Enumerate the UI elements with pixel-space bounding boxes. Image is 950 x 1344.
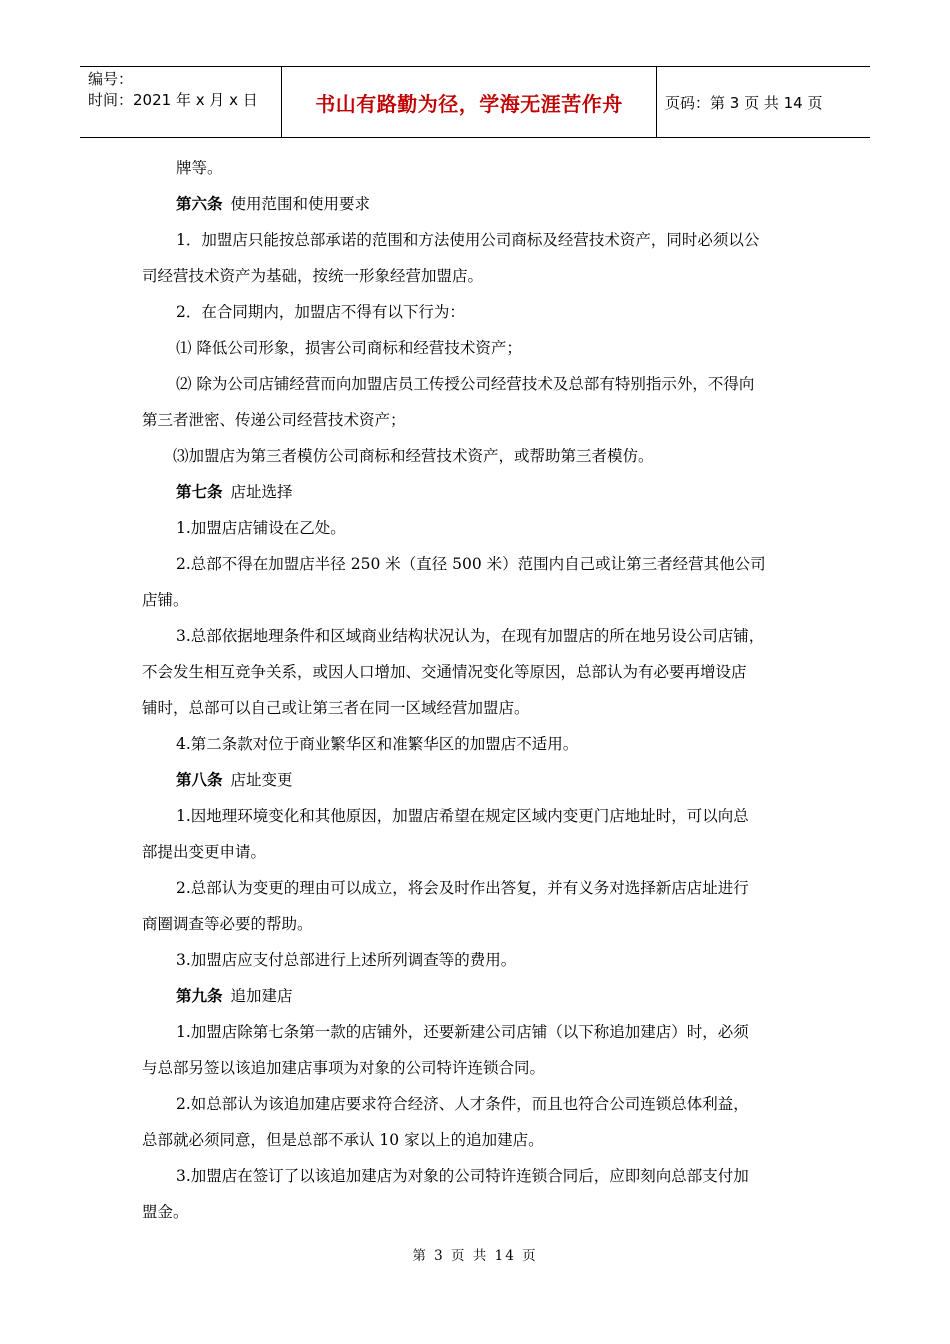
document-date-label: 时间：2021 年 x 月 x 日 — [88, 91, 258, 109]
paragraph: 3.加盟店应支付总部进行上述所列调查等的费用。 — [176, 951, 517, 969]
article-number: 第七条 — [176, 483, 223, 501]
list-item: 第三者泄密、传递公司经营技术资产； — [142, 411, 406, 429]
article-heading-6 — [142, 186, 812, 222]
paragraph: 不会发生相互竞争关系，或因人口增加、交通情况变化等原因，总部认为有必要再增设店 — [142, 663, 747, 681]
list-item: ⑴ 降低公司形象，损害公司商标和经营技术资产； — [176, 339, 522, 357]
paragraph: 部提出变更申请。 — [142, 843, 267, 861]
article-title: 使用范围和使用要求 — [230, 195, 371, 213]
paragraph: 店铺。 — [142, 591, 189, 609]
article-number: 第六条 — [176, 195, 223, 213]
paragraph: 3.总部依据地理条件和区域商业结构状况认为，在现有加盟店的所在地另设公司店铺， — [176, 627, 765, 645]
article-title: 店址选择 — [230, 483, 293, 501]
header-motto: 书山有路勤为径，学海无涯苦作舟 — [282, 67, 657, 137]
paragraph: 牌等。 — [176, 159, 223, 177]
paragraph: 总部就必须同意，但是总部不承认 10 家以上的追加建店。 — [142, 1131, 544, 1149]
paragraph: 1.加盟店店铺设在乙处。 — [176, 519, 346, 537]
header-meta — [80, 67, 282, 137]
paragraph: 盟金。 — [142, 1203, 189, 1221]
paragraph: 4.第二条款对位于商业繁华区和准繁华区的加盟店不适用。 — [176, 735, 579, 753]
paragraph: 1．加盟店只能按总部承诺的范围和方法使用公司商标及经营技术资产，同时必须以公 — [176, 231, 760, 249]
paragraph: 3.加盟店在签订了以该追加建店为对象的公司特许连锁合同后，应即刻向总部支付加 — [176, 1167, 749, 1185]
page-footer: 第 3 页 共 14 页 — [412, 1248, 538, 1264]
article-number: 第九条 — [176, 987, 223, 1005]
paragraph: 商圈调查等必要的帮助。 — [142, 915, 313, 933]
page-header — [80, 66, 870, 138]
document-number-label: 编号： — [88, 70, 134, 88]
header-page-info: 页码：第 3 页 共 14 页 — [665, 93, 823, 112]
paragraph: 2.如总部认为该追加建店要求符合经济、人才条件，而且也符合公司连锁总体利益， — [176, 1095, 749, 1113]
paragraph: 与总部另签以该追加建店事项为对象的公司特许连锁合同。 — [142, 1059, 546, 1077]
paragraph: 2.总部认为变更的理由可以成立，将会及时作出答复，并有义务对选择新店店址进行 — [176, 879, 749, 897]
paragraph: 铺时，总部可以自己或让第三者在同一区域经营加盟店。 — [142, 699, 530, 717]
article-heading-7 — [142, 474, 812, 510]
list-item: ⑵ 除为公司店铺经营而向加盟店员工传授公司经营技术及总部有特别指示外，不得向 — [176, 375, 755, 393]
paragraph: 司经营技术资产为基础，按统一形象经营加盟店。 — [142, 267, 484, 285]
article-heading-9 — [142, 978, 812, 1014]
article-heading-8 — [142, 762, 812, 798]
paragraph: 2.总部不得在加盟店半径 250 米（直径 500 米）范围内自己或让第三者经营其他公司 — [176, 555, 766, 573]
paragraph: 1.加盟店除第七条第一款的店铺外，还要新建公司店铺（以下称追加建店）时，必须 — [176, 1023, 749, 1041]
paragraph: 1.因地理环境变化和其他原因，加盟店希望在规定区域内变更门店地址时，可以向总 — [176, 807, 749, 825]
article-number: 第八条 — [176, 771, 223, 789]
list-item: ⑶加盟店为第三者模仿公司商标和经营技术资产，或帮助第三者模仿。 — [173, 447, 654, 465]
paragraph: 2．在合同期内，加盟店不得有以下行为： — [176, 303, 465, 321]
article-title: 追加建店 — [230, 987, 293, 1005]
document-body — [142, 150, 812, 1230]
article-title: 店址变更 — [230, 771, 293, 789]
